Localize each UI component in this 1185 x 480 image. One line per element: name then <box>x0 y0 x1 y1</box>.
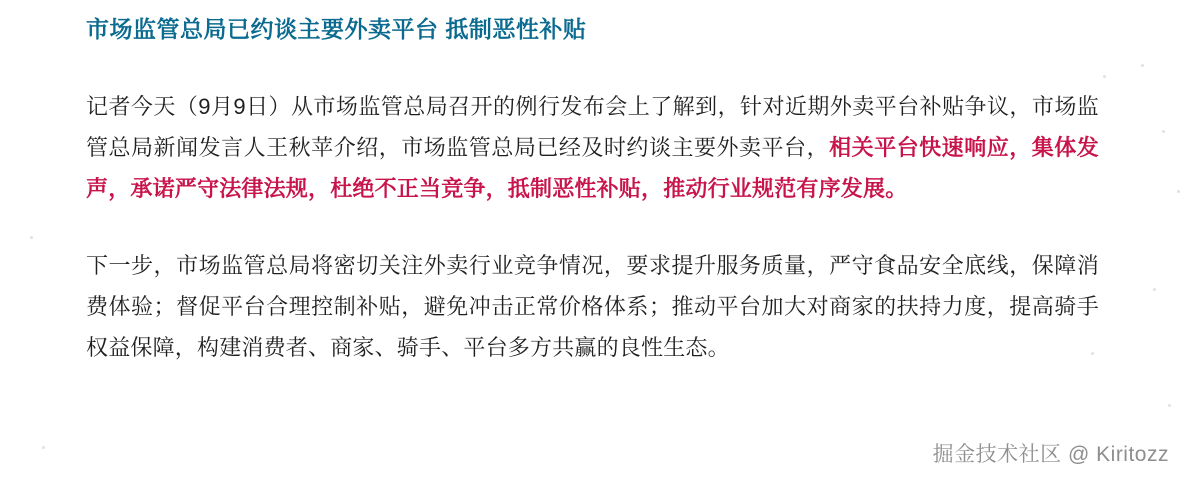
watermark-label: 掘金技术社区 @ Kiritozz <box>932 443 1169 466</box>
background-speckle <box>1091 352 1094 355</box>
article-paragraph-1 <box>86 86 1099 209</box>
background-speckle <box>30 236 33 239</box>
article-paragraph-2 <box>86 245 1099 368</box>
paragraph-1-text: 记者今天（9月9日）从市场监管总局召开的例行发布会上了解到，针对近期外卖平台补贴争议，市场监管总局新闻发言人王秋苹介绍，市场监管总局已经及时约谈主要外卖平台， <box>86 94 1099 160</box>
background-speckle <box>1162 130 1165 133</box>
paragraph-1-emphasis: 相关平台快速响应，集体发声，承诺严守法律法规，杜绝不正当竞争，抵制恶性补贴，推动行业规范有序发展。 <box>86 135 1099 201</box>
background-speckle <box>1103 75 1106 78</box>
background-speckle <box>1141 64 1144 67</box>
paragraph-2-text: 下一步，市场监管总局将密切关注外卖行业竞争情况，要求提升服务质量，严守食品安全底线，保障消费体验；督促平台合理控制补贴，避免冲击正常价格体系；推动平台加大对商家的扶持力度，提高骑手权益保障，构建消费者、商家、骑手、平台多方共赢的良性生态。 <box>86 253 1099 360</box>
background-speckle <box>42 446 45 449</box>
background-speckle <box>1168 404 1171 407</box>
background-speckle <box>1153 288 1156 291</box>
article-headline: 市场监管总局已约谈主要外卖平台 抵制恶性补贴 <box>86 16 587 42</box>
background-speckle <box>1177 190 1180 193</box>
